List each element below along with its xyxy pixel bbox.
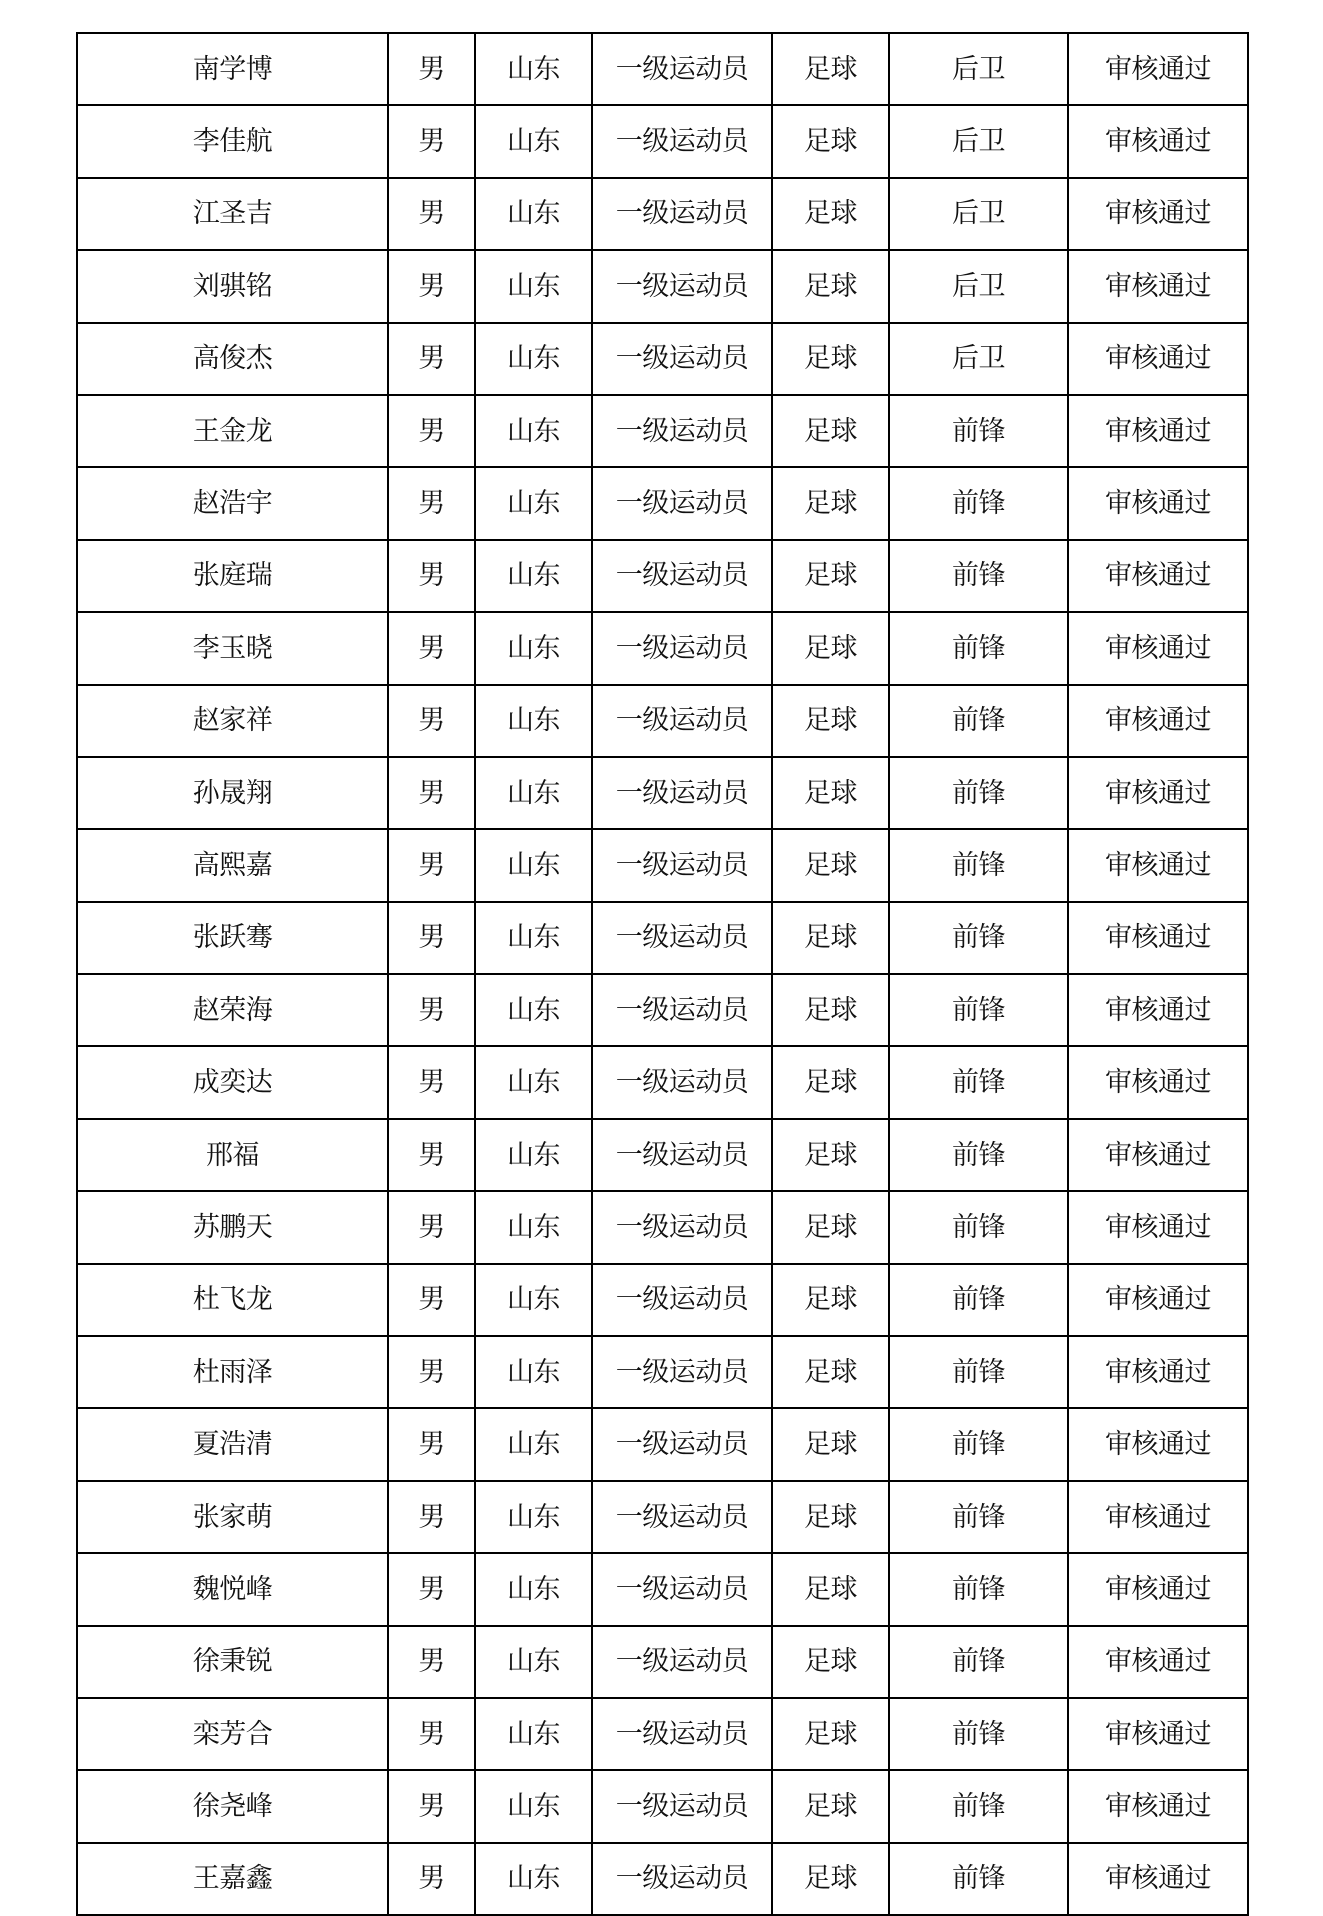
- cell-name: 成奕达: [77, 1046, 388, 1118]
- cell-position: 前锋: [889, 1191, 1068, 1263]
- cell-province: 山东: [475, 323, 592, 395]
- roster-table-body: [77, 33, 1248, 1915]
- table-row: [77, 323, 1248, 395]
- table-row: [77, 1553, 1248, 1625]
- cell-name: 孙晟翔: [77, 757, 388, 829]
- cell-athlete-level: 一级运动员: [592, 250, 772, 322]
- cell-gender: 男: [388, 1264, 475, 1336]
- cell-review-status: 审核通过: [1068, 1046, 1248, 1118]
- cell-province: 山东: [475, 1843, 592, 1915]
- cell-position: 后卫: [889, 323, 1068, 395]
- cell-province: 山东: [475, 395, 592, 467]
- cell-position: 前锋: [889, 1698, 1068, 1770]
- table-row: [77, 685, 1248, 757]
- table-row: [77, 250, 1248, 322]
- cell-athlete-level: 一级运动员: [592, 1119, 772, 1191]
- cell-athlete-level: 一级运动员: [592, 1336, 772, 1408]
- table-row: [77, 1770, 1248, 1842]
- table-row: [77, 467, 1248, 539]
- cell-name: 赵荣海: [77, 974, 388, 1046]
- cell-name: 杜雨泽: [77, 1336, 388, 1408]
- cell-sport: 足球: [772, 1336, 889, 1408]
- cell-review-status: 审核通过: [1068, 974, 1248, 1046]
- cell-athlete-level: 一级运动员: [592, 685, 772, 757]
- cell-athlete-level: 一级运动员: [592, 33, 772, 105]
- cell-sport: 足球: [772, 540, 889, 612]
- cell-sport: 足球: [772, 1046, 889, 1118]
- cell-gender: 男: [388, 1698, 475, 1770]
- cell-sport: 足球: [772, 974, 889, 1046]
- table-row: [77, 33, 1248, 105]
- cell-athlete-level: 一级运动员: [592, 1264, 772, 1336]
- cell-athlete-level: 一级运动员: [592, 105, 772, 177]
- cell-name: 徐秉锐: [77, 1626, 388, 1698]
- cell-position: 前锋: [889, 540, 1068, 612]
- cell-position: 前锋: [889, 1770, 1068, 1842]
- cell-review-status: 审核通过: [1068, 612, 1248, 684]
- cell-gender: 男: [388, 757, 475, 829]
- cell-province: 山东: [475, 1119, 592, 1191]
- cell-gender: 男: [388, 612, 475, 684]
- cell-athlete-level: 一级运动员: [592, 395, 772, 467]
- cell-review-status: 审核通过: [1068, 1770, 1248, 1842]
- cell-position: 前锋: [889, 685, 1068, 757]
- cell-athlete-level: 一级运动员: [592, 829, 772, 901]
- table-row: [77, 974, 1248, 1046]
- cell-sport: 足球: [772, 250, 889, 322]
- cell-athlete-level: 一级运动员: [592, 467, 772, 539]
- cell-review-status: 审核通过: [1068, 1626, 1248, 1698]
- cell-gender: 男: [388, 685, 475, 757]
- cell-province: 山东: [475, 1481, 592, 1553]
- cell-gender: 男: [388, 250, 475, 322]
- cell-name: 高俊杰: [77, 323, 388, 395]
- cell-sport: 足球: [772, 1408, 889, 1480]
- table-row: [77, 105, 1248, 177]
- table-row: [77, 1119, 1248, 1191]
- table-row: [77, 612, 1248, 684]
- cell-name: 赵家祥: [77, 685, 388, 757]
- cell-name: 李玉晓: [77, 612, 388, 684]
- cell-gender: 男: [388, 1336, 475, 1408]
- cell-sport: 足球: [772, 1119, 889, 1191]
- cell-sport: 足球: [772, 323, 889, 395]
- cell-gender: 男: [388, 323, 475, 395]
- cell-province: 山东: [475, 1408, 592, 1480]
- cell-athlete-level: 一级运动员: [592, 1046, 772, 1118]
- cell-athlete-level: 一级运动员: [592, 1626, 772, 1698]
- cell-name: 张家萌: [77, 1481, 388, 1553]
- table-row: [77, 1481, 1248, 1553]
- cell-province: 山东: [475, 612, 592, 684]
- cell-athlete-level: 一级运动员: [592, 1408, 772, 1480]
- table-row: [77, 902, 1248, 974]
- cell-sport: 足球: [772, 1553, 889, 1625]
- table-row: [77, 1843, 1248, 1915]
- table-row: [77, 829, 1248, 901]
- cell-position: 前锋: [889, 757, 1068, 829]
- cell-sport: 足球: [772, 1481, 889, 1553]
- cell-gender: 男: [388, 1191, 475, 1263]
- cell-review-status: 审核通过: [1068, 1481, 1248, 1553]
- cell-sport: 足球: [772, 685, 889, 757]
- cell-position: 前锋: [889, 1046, 1068, 1118]
- cell-review-status: 审核通过: [1068, 829, 1248, 901]
- cell-athlete-level: 一级运动员: [592, 1553, 772, 1625]
- cell-position: 前锋: [889, 1626, 1068, 1698]
- cell-name: 赵浩宇: [77, 467, 388, 539]
- cell-sport: 足球: [772, 178, 889, 250]
- cell-gender: 男: [388, 33, 475, 105]
- cell-review-status: 审核通过: [1068, 178, 1248, 250]
- cell-position: 后卫: [889, 178, 1068, 250]
- cell-position: 前锋: [889, 467, 1068, 539]
- cell-gender: 男: [388, 467, 475, 539]
- cell-position: 前锋: [889, 1553, 1068, 1625]
- cell-name: 高熙嘉: [77, 829, 388, 901]
- cell-review-status: 审核通过: [1068, 1191, 1248, 1263]
- cell-review-status: 审核通过: [1068, 757, 1248, 829]
- cell-position: 前锋: [889, 902, 1068, 974]
- cell-athlete-level: 一级运动员: [592, 540, 772, 612]
- cell-athlete-level: 一级运动员: [592, 757, 772, 829]
- table-row: [77, 1046, 1248, 1118]
- cell-name: 张庭瑞: [77, 540, 388, 612]
- cell-athlete-level: 一级运动员: [592, 612, 772, 684]
- cell-province: 山东: [475, 467, 592, 539]
- cell-province: 山东: [475, 902, 592, 974]
- cell-position: 前锋: [889, 612, 1068, 684]
- cell-gender: 男: [388, 1626, 475, 1698]
- cell-sport: 足球: [772, 829, 889, 901]
- table-row: [77, 540, 1248, 612]
- cell-province: 山东: [475, 33, 592, 105]
- cell-province: 山东: [475, 1698, 592, 1770]
- cell-gender: 男: [388, 974, 475, 1046]
- cell-position: 前锋: [889, 974, 1068, 1046]
- cell-name: 魏悦峰: [77, 1553, 388, 1625]
- table-row: [77, 178, 1248, 250]
- cell-position: 前锋: [889, 1119, 1068, 1191]
- cell-review-status: 审核通过: [1068, 1119, 1248, 1191]
- cell-sport: 足球: [772, 1191, 889, 1263]
- cell-position: 前锋: [889, 395, 1068, 467]
- cell-position: 后卫: [889, 250, 1068, 322]
- cell-province: 山东: [475, 1264, 592, 1336]
- cell-province: 山东: [475, 974, 592, 1046]
- cell-gender: 男: [388, 1770, 475, 1842]
- cell-review-status: 审核通过: [1068, 323, 1248, 395]
- cell-sport: 足球: [772, 1264, 889, 1336]
- cell-gender: 男: [388, 829, 475, 901]
- cell-athlete-level: 一级运动员: [592, 902, 772, 974]
- cell-review-status: 审核通过: [1068, 902, 1248, 974]
- cell-review-status: 审核通过: [1068, 250, 1248, 322]
- cell-name: 王嘉鑫: [77, 1843, 388, 1915]
- cell-province: 山东: [475, 105, 592, 177]
- cell-province: 山东: [475, 829, 592, 901]
- cell-province: 山东: [475, 1336, 592, 1408]
- cell-name: 徐尧峰: [77, 1770, 388, 1842]
- table-row: [77, 1264, 1248, 1336]
- cell-position: 后卫: [889, 33, 1068, 105]
- table-row: [77, 1626, 1248, 1698]
- cell-review-status: 审核通过: [1068, 1408, 1248, 1480]
- cell-sport: 足球: [772, 1770, 889, 1842]
- cell-province: 山东: [475, 1046, 592, 1118]
- cell-sport: 足球: [772, 757, 889, 829]
- cell-position: 前锋: [889, 1336, 1068, 1408]
- cell-name: 江圣吉: [77, 178, 388, 250]
- cell-review-status: 审核通过: [1068, 1843, 1248, 1915]
- cell-review-status: 审核通过: [1068, 467, 1248, 539]
- table-row: [77, 1698, 1248, 1770]
- cell-name: 张跃骞: [77, 902, 388, 974]
- cell-name: 苏鹏天: [77, 1191, 388, 1263]
- cell-name: 刘骐铭: [77, 250, 388, 322]
- cell-province: 山东: [475, 250, 592, 322]
- athlete-roster-table: [76, 32, 1249, 1916]
- cell-gender: 男: [388, 1119, 475, 1191]
- cell-review-status: 审核通过: [1068, 1264, 1248, 1336]
- table-row: [77, 1336, 1248, 1408]
- cell-gender: 男: [388, 1481, 475, 1553]
- cell-sport: 足球: [772, 612, 889, 684]
- cell-athlete-level: 一级运动员: [592, 974, 772, 1046]
- cell-sport: 足球: [772, 33, 889, 105]
- cell-review-status: 审核通过: [1068, 540, 1248, 612]
- cell-position: 前锋: [889, 1408, 1068, 1480]
- cell-name: 李佳航: [77, 105, 388, 177]
- cell-athlete-level: 一级运动员: [592, 1191, 772, 1263]
- table-row: [77, 1191, 1248, 1263]
- cell-sport: 足球: [772, 467, 889, 539]
- cell-gender: 男: [388, 178, 475, 250]
- cell-province: 山东: [475, 1626, 592, 1698]
- cell-sport: 足球: [772, 1843, 889, 1915]
- table-row: [77, 395, 1248, 467]
- cell-province: 山东: [475, 178, 592, 250]
- cell-province: 山东: [475, 540, 592, 612]
- cell-name: 王金龙: [77, 395, 388, 467]
- cell-province: 山东: [475, 1553, 592, 1625]
- cell-gender: 男: [388, 540, 475, 612]
- cell-province: 山东: [475, 1770, 592, 1842]
- cell-name: 南学博: [77, 33, 388, 105]
- cell-review-status: 审核通过: [1068, 105, 1248, 177]
- cell-position: 前锋: [889, 1481, 1068, 1553]
- cell-athlete-level: 一级运动员: [592, 178, 772, 250]
- cell-athlete-level: 一级运动员: [592, 1843, 772, 1915]
- cell-athlete-level: 一级运动员: [592, 1770, 772, 1842]
- cell-review-status: 审核通过: [1068, 1336, 1248, 1408]
- cell-position: 前锋: [889, 1843, 1068, 1915]
- cell-position: 后卫: [889, 105, 1068, 177]
- cell-gender: 男: [388, 1553, 475, 1625]
- cell-review-status: 审核通过: [1068, 395, 1248, 467]
- cell-athlete-level: 一级运动员: [592, 1481, 772, 1553]
- cell-review-status: 审核通过: [1068, 1698, 1248, 1770]
- table-row: [77, 757, 1248, 829]
- cell-review-status: 审核通过: [1068, 33, 1248, 105]
- cell-review-status: 审核通过: [1068, 1553, 1248, 1625]
- cell-athlete-level: 一级运动员: [592, 1698, 772, 1770]
- cell-gender: 男: [388, 902, 475, 974]
- cell-sport: 足球: [772, 902, 889, 974]
- cell-name: 栾芳合: [77, 1698, 388, 1770]
- cell-sport: 足球: [772, 1698, 889, 1770]
- cell-sport: 足球: [772, 105, 889, 177]
- cell-province: 山东: [475, 685, 592, 757]
- cell-gender: 男: [388, 105, 475, 177]
- cell-gender: 男: [388, 395, 475, 467]
- cell-province: 山东: [475, 757, 592, 829]
- cell-name: 夏浩清: [77, 1408, 388, 1480]
- table-row: [77, 1408, 1248, 1480]
- cell-gender: 男: [388, 1843, 475, 1915]
- cell-gender: 男: [388, 1408, 475, 1480]
- cell-name: 杜飞龙: [77, 1264, 388, 1336]
- cell-review-status: 审核通过: [1068, 685, 1248, 757]
- cell-sport: 足球: [772, 395, 889, 467]
- cell-position: 前锋: [889, 829, 1068, 901]
- cell-sport: 足球: [772, 1626, 889, 1698]
- cell-position: 前锋: [889, 1264, 1068, 1336]
- cell-province: 山东: [475, 1191, 592, 1263]
- cell-name: 邢福: [77, 1119, 388, 1191]
- cell-athlete-level: 一级运动员: [592, 323, 772, 395]
- cell-gender: 男: [388, 1046, 475, 1118]
